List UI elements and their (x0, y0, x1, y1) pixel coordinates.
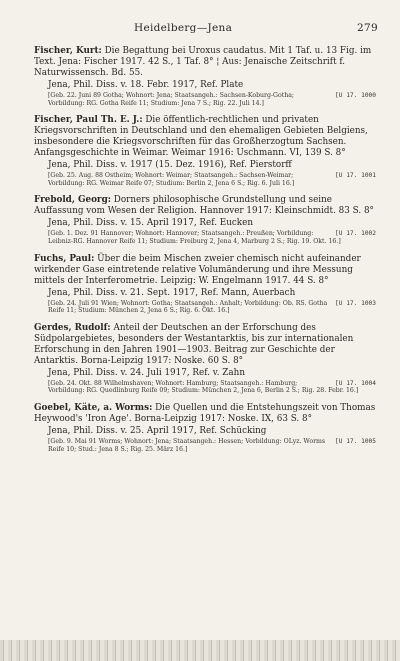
entry-title-text: Über die beim Mischen zweier chemisch nicht aufeinander wirkender Gase eintretende relative Volumänderung und ihre Messung mittels der Interferometrie. Leipzig: W. Engelmann 1917. 44 S. 8° (34, 253, 361, 286)
entry-code: [U 17. 1002 (335, 230, 376, 238)
entry-code: [U 17. 1005 (335, 437, 376, 445)
list-item (34, 403, 378, 453)
entry-notes (48, 438, 378, 453)
entry-title-text: Die Begattung bei Uroxus caudatus. Mit 1 Taf. u. 13 Fig. im Text. Jena: Fischer 1917. 42 S., 1 Taf. 8° ¦ Aus: Jenaische Zeitschrift f. Naturwissensch. Bd. 55. (34, 46, 372, 78)
entry-author: Goebel, Käte, a. Worms: (34, 402, 153, 413)
entry-notes (48, 230, 378, 245)
list-item (34, 323, 378, 395)
entry-code: [U 17. 1000 (335, 92, 376, 99)
entry-notes (48, 380, 378, 395)
entry-author: Fischer, Paul Th. E. J.: (34, 115, 143, 126)
entry-notes (48, 172, 378, 187)
document-page (34, 22, 378, 461)
entry-dissertation: Jena, Phil. Diss. v. 24. Juli 1917, Ref. v. Zahn (48, 367, 245, 378)
entry-notes-text: [Geb. 24. Okt. 88 Wilhelmshaven; Wohnort: Hamburg; Staatsangeh.: Hamburg; Vorbildung: RG. Quedlinburg Reife 09; Studium: München 2, Jena 6, Berlin 2 S.; Rig. 28. Febr. 16.] (48, 379, 359, 395)
scan-edge-strip (0, 640, 400, 661)
entry-title-text: Dorners philosophische Grundstellung und seine Auffassung vom Wesen der Religion. Hannover 1917: Kleinschmidt. 83 S. 8° (34, 195, 374, 217)
entry-notes-text: [Geb. 24. Juli 91 Wien; Wohnort: Gotha; Staatsangeh.: Anhalt; Vorbildung: Ob. RS. Gotha Reife 11; Studium: München 2, Jena 6 S.; Rig. 6. Okt. 16.] (48, 299, 328, 315)
list-item (34, 254, 378, 315)
entry-title (34, 46, 378, 79)
entry-notes-text: [Geb. 22. Juni 89 Gotha; Wohnort: Jena; Staatsangeh.: Sachsen-Koburg-Gotha; Vorbildung: RG. Gotha Reife 11; Studium: Jena 7 S.; Rig. 22. Juli 14.] (48, 92, 294, 107)
running-head (34, 22, 378, 38)
entry-author: Gerdes, Rudolf: (34, 322, 111, 333)
entry-title (34, 115, 378, 159)
entry-dissertation: Jena, Phil. Diss. v. 18. Febr. 1917, Ref. Plate (48, 80, 244, 90)
entry-code: [U 17. 1004 (335, 379, 376, 387)
entry-notes-text: [Geb. 25. Aug. 88 Ostheim; Wohnort: Weimar; Staatsangeh.: Sachsen-Weimar; Vorbildung: RG. Weimar Reife 07; Studium: Berlin 2, Jena 6 S.; Rig. 6. Juli 16.] (48, 172, 295, 187)
entry-dissertation: Jena, Phil. Diss. v. 1917 (15. Dez. 1916), Ref. Pierstorff (48, 160, 292, 171)
entry-title-text: Anteil der Deutschen an der Erforschung des Südpolargebietes, besonders der Westantarktis, bis zur internationalen Erforschung in den Jahren 1901—1903. Beitrag zur Geschichte der Antarktis. Borna-Leipzig 1917: Noske. 60 S. 8° (34, 322, 354, 366)
entry-code: [U 17. 1001 (335, 172, 376, 180)
entry-title (34, 323, 378, 367)
entry-dissertation: Jena, Phil. Diss. v. 25. April 1917, Ref. Schücking (48, 425, 267, 436)
entry-code: [U 17. 1003 (335, 299, 376, 307)
entry-dissertation: Jena, Phil. Diss. v. 15. April 1917, Ref. Eucken (48, 218, 254, 229)
entry-title (34, 195, 378, 217)
entry-notes (48, 300, 378, 315)
list-item (34, 46, 378, 107)
list-item (34, 195, 378, 245)
entry-dissertation: Jena, Phil. Diss. v. 21. Sept. 1917, Ref. Mann, Auerbach (48, 287, 296, 298)
entry-notes-text: [Geb. 9. Mai 91 Worms; Wohnort: Jena; Staatsangeh.: Hessen; Vorbildung: OLyz. Worms Reife 10; Stud.: Jena 8 S.; Rig. 25. März 16.] (48, 437, 326, 453)
entry-author: Fischer, Kurt: (34, 46, 102, 56)
entry-title-text: Die öffentlich-rechtlichen und privaten Kriegsvorschriften in Deutschland und den ehemaligen Gebieten Belgiens, insbesondere die Kriegsvorschriften für das Großherzogtum Sachsen. Anfangsgeschichte in Weimar. Weimar 1916: Uschmann. VI, 139 S. 8° (34, 115, 368, 159)
page-number: 279 (357, 22, 378, 34)
list-item (34, 115, 378, 187)
entry-author: Fuchs, Paul: (34, 253, 95, 264)
entry-notes-text: [Geb. 1. Dez. 91 Hannover; Wohnort: Hannover; Staatsangeh.: Preußen; Vorbildung: Leibniz-RG. Hannover Reife 11; Studium: Freiburg 2, Jena 4, Marburg 2 S.; Rig. 19. Okt. 16.] (48, 230, 341, 245)
entry-title (34, 254, 378, 287)
entry-notes (48, 92, 378, 107)
entry-title (34, 403, 378, 425)
running-head-title: Heidelberg—Jena (134, 22, 233, 34)
entry-author: Frebold, Georg: (34, 195, 111, 206)
entry-title-text: Die Quellen und die Entstehungszeit von Thomas Heywood's 'Iron Age'. Borna-Leipzig 1917: Noske. IX, 63 S. 8° (34, 402, 376, 424)
